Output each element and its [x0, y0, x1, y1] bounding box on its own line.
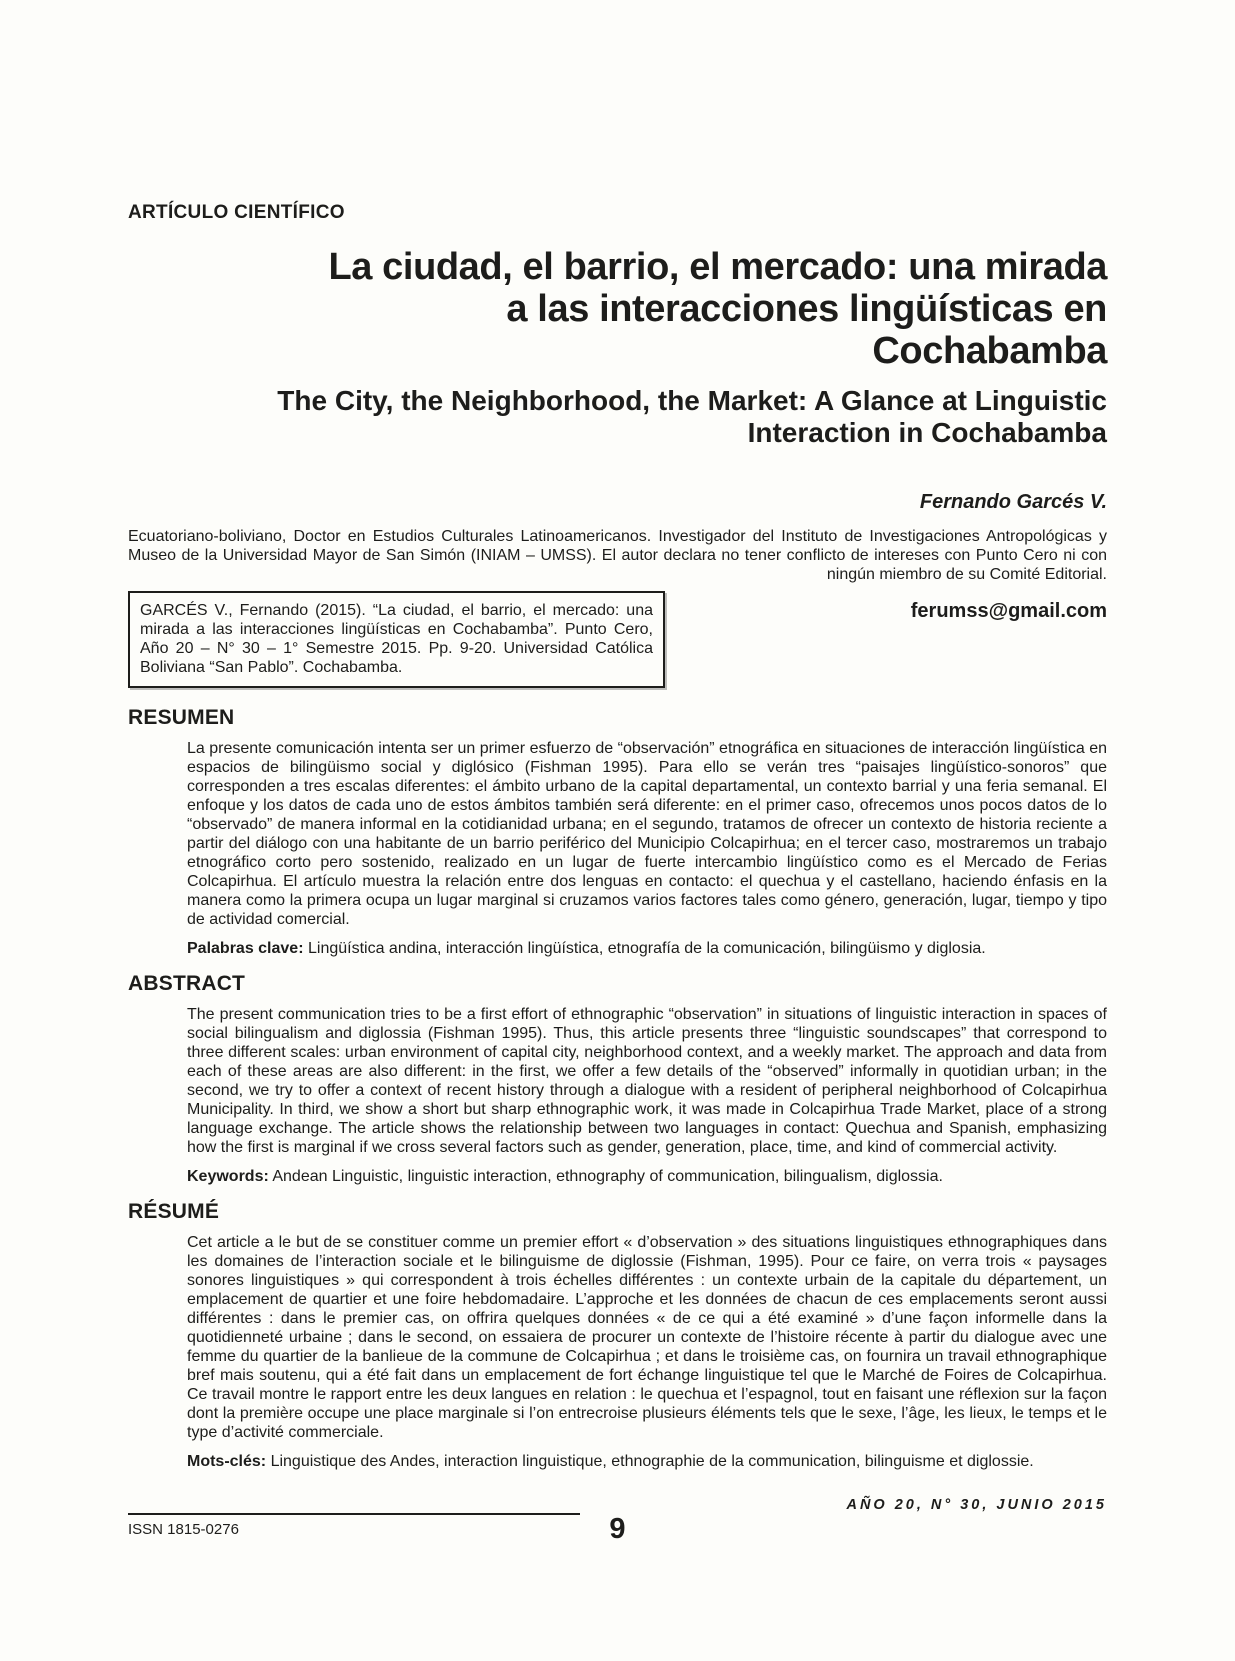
- title-spanish: [128, 246, 1107, 372]
- abstract-body: The present communication tries to be a first effort of ethnographic “observation” in situations of linguistic interaction in spaces of social bilingualism and diglossia (Fishman 1995). Thus, this article presents three “linguistic soundscapes” that correspond to three different scales: urban environment of capital city, neighborhood context, and a weekly market. The approach and data from each of these areas are also different: in the first, we offer a few details of the “observed” informally in quotidian urban; in the second, we try to offer a context of recent history through a dialogue with a resident of peripheral neighborhood of Colcapirhua Municipality. In third, we show a short but sharp ethnographic work, it was made in Colcapirhua Trade Market, place of a strong language exchange. The article shows the relationship between two languages in contact: Quechua and Spanish, emphasizing how the first is marginal if we cross several factors such as gender, generation, place, time, and kind of commercial activity.: [187, 1006, 1107, 1156]
- title-english-line-1: The City, the Neighborhood, the Market: A Glance at Linguistic: [277, 385, 1107, 416]
- resume-body: Cet article a le but de se constituer comme un premier effort « d’observation » des situations linguistiques ethnographiques dans les domaines de l’interaction sociale et le bilinguisme de diglossie (Fishman, 1995). Pour ce faire, on verra trois « paysages sonores linguistiques » qui correspondent à trois échelles différentes : un contexte urbain de la capitale du département, un emplacement de quartier et une foire hebdomadaire. L’approche et les données de chacun de ces emplacements seront aussi différentes : dans le premier cas, on offrira quelques données « de ce qui a été examiné » d’une façon informelle dans la quotidienneté urbaine ; dans le second, on essaiera de procurer un contexte de l’histoire récente à partir du dialogue avec une femme du quartier de la banlieue de la commune de Colcapirhua ; et dans le troisième cas, on fournira un travail ethnographique bref mais soutenu, qui a été fait dans un emplacement de fort échange linguistique tel que le Marché de Foires de Colcapirhua. Ce travail montre le rapport entre les deux langues en relation : le quechua et l’espagnol, tout en faisant une réflexion sur la façon dont la première occupe une place marginale si l’on entrecroise plusieurs éléments tels que le sexe, l’âge, les lieux, le temps et le type d’activité commerciale.: [187, 1234, 1107, 1441]
- article-type-label: ARTÍCULO CIENTÍFICO: [128, 202, 345, 223]
- section-heading-abstract: ABSTRACT: [128, 972, 246, 995]
- title-spanish-line-1: La ciudad, el barrio, el mercado: una mirada: [328, 246, 1107, 288]
- footer-page-number: 9: [609, 1513, 626, 1545]
- author-name: Fernando Garcés V.: [919, 491, 1107, 513]
- resume-keywords-label: Mots-clés:: [187, 1453, 267, 1470]
- title-english-line-2: Interaction in Cochabamba: [747, 417, 1107, 448]
- article-content: [128, 0, 1107, 1471]
- title-spanish-line-3: Cochabamba: [872, 330, 1107, 372]
- resumen-keywords: Lingüística andina, interacción lingüística, etnografía de la comunicación, bilingüismo y diglosia.: [307, 940, 986, 957]
- citation-box: GARCÉS V., Fernando (2015). “La ciudad, el barrio, el mercado: una mirada a las interacciones lingüísticas en Cochabamba”. Punto Cero, Año 20 – N° 30 – 1° Semestre 2015. Pp. 9-20. Universidad Católica Boliviana “San Pablo”. Cochabamba.: [128, 591, 665, 688]
- author-email: ferumss@gmail.com: [910, 600, 1107, 622]
- resumen-keywords-label: Palabras clave:: [187, 940, 304, 957]
- author-bio: Ecuatoriano-boliviano, Doctor en Estudios Culturales Latinoamericanos. Investigador del Instituto de Investigaciones Antropológicas y Museo de la Universidad Mayor de San Simón (INIAM – UMSS). El autor declara no tener conflicto de intereses con Punto Cero ni con ningún miembro de su Comité Editorial.: [128, 528, 1107, 583]
- abstract-keywords-line: [187, 1167, 1107, 1186]
- resume-keywords: Linguistique des Andes, interaction linguistique, ethnographie de la communication, bilinguisme et diglossie.: [270, 1453, 1034, 1470]
- resumen-body: La presente comunicación intenta ser un primer esfuerzo de “observación” etnográfica en situaciones de interacción lingüística en espacios de bilingüismo social y diglósico (Fishman 1995). Para ello se verán tres “paisajes lingüístico-sonoros” que corresponden a tres escalas diferentes: el ámbito urbano de la capital departamental, un contexto barrial y una feria semanal. El enfoque y los datos de cada uno de estos ámbitos también será diferente: en el primer caso, ofrecemos unos pocos datos de lo “observado” de manera informal en la cotidianidad urbana; en el segundo, tratamos de ofrecer un contexto de historia reciente a partir del diálogo con una habitante de un barrio periférico del Municipio Colcapirhua; en el tercer caso, mostraremos un trabajo etnográfico corto pero sostenido, realizado en un lugar de fuerte intercambio lingüístico como es el Mercado de Ferias Colcapirhua. El artículo muestra la relación entre dos lenguas en contacto: el quechua y el castellano, haciendo énfasis en la manera como la primera ocupa un lugar marginal si cruzamos varios factores tales como género, generación, lugar, tiempo y tipo de actividad comercial.: [187, 740, 1107, 928]
- resumen-keywords-line: [187, 939, 1107, 958]
- footer-issn: ISSN 1815-0276: [128, 1521, 239, 1538]
- abstract-keywords: Andean Linguistic, linguistic interaction, ethnography of communication, bilingualism, diglossia.: [272, 1168, 943, 1185]
- resume-keywords-line: [187, 1452, 1107, 1471]
- section-heading-resume: RÉSUMÉ: [128, 1200, 220, 1223]
- footer-issue-info: AÑO 20, N° 30, JUNIO 2015: [846, 1497, 1107, 1513]
- section-heading-resumen: RESUMEN: [128, 706, 235, 729]
- abstract-keywords-label: Keywords:: [187, 1168, 269, 1185]
- title-english: [128, 385, 1107, 449]
- title-spanish-line-2: a las interacciones lingüísticas en: [506, 288, 1107, 330]
- citation-row: [128, 591, 1107, 688]
